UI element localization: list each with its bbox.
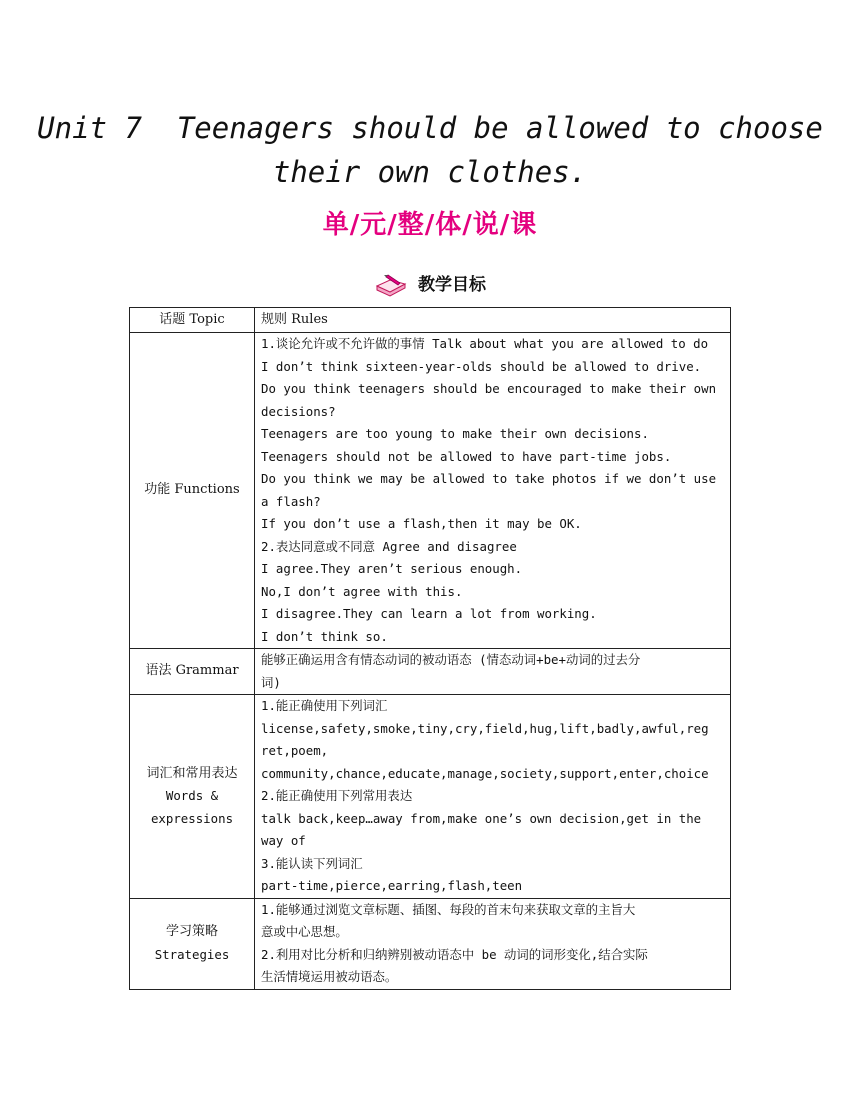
table-line: I don’t think so. [261,628,388,644]
table-line: talk back,keep…away from,make one’s own decision,get in the [261,810,702,826]
vocabulary-label-line: expressions [150,810,234,826]
teaching-goals-label: 教学目标 [417,275,486,295]
strategies-label [130,898,255,989]
vocabulary-label-line: Words & [165,788,219,803]
table-line: way of [261,833,306,848]
table-line: No,I don’t agree with this. [261,583,463,599]
table-line: decisions? [261,403,336,419]
table-line: a flash? [261,493,321,509]
unit-title [0,106,860,194]
table-line: Do you think we may be allowed to take photos if we don’t use [261,471,717,486]
section-subtitle: 单/元/整/体/说/课 [322,210,538,240]
book-pen-icon [374,272,408,298]
table-header-row [130,308,731,333]
table-line: Teenagers are too young to make their own decisions. [261,426,649,441]
table-row-grammar [130,649,731,695]
table-line: 3.能认读下列词汇 [261,855,363,871]
vocabulary-label [130,695,255,899]
table-line: I agree.They aren’t serious enough. [261,561,523,576]
table-line: I disagree.They can learn a lot from working. [261,606,597,621]
vocabulary-content [255,695,731,899]
table-line: license,safety,smoke,tiny,cry,field,hug,lift,badly,awful,reg [261,720,709,736]
teaching-goals-table [129,307,731,990]
header-topic-cell: 话题 Topic [130,308,255,333]
teaching-goals-heading [0,270,860,298]
strategies-label-line: 学习策略 [165,924,218,939]
table-line: 2.表达同意或不同意 Agree and disagree [261,538,517,554]
strategies-content [255,898,731,989]
functions-label: 功能 Functions [130,333,255,649]
table-line: If you don’t use a flash,then it may be OK. [261,516,582,531]
vocabulary-label-line: 词汇和常用表达 [146,765,238,781]
table-line: 1.谈论允许或不允许做的事情 Talk about what you are allowed to do [261,336,709,351]
table-line: 能够正确运用含有情态动词的被动语态 (情态动词+be+动词的过去分 [261,652,641,667]
header-rules-cell: 规则 Rules [255,308,731,333]
grammar-content [255,649,731,695]
table-line: part-time,pierce,earring,flash,teen [261,878,523,893]
functions-content [255,333,731,649]
table-line: 2.能正确使用下列常用表达 [261,788,413,803]
table-row-vocabulary [130,695,731,899]
table-row-strategies [130,898,731,989]
unit-title-line-1: Unit 7 Teenagers should be allowed to choose [37,111,823,145]
table-line: community,chance,educate,manage,society,support,enter,choice [261,765,709,781]
table-line: 1.能够通过浏览文章标题、插图、每段的首末句来获取文章的主旨大 [261,901,636,917]
table-line: ret,poem, [261,743,329,758]
table-line: 生活情境运用被动语态。 [261,969,398,984]
unit-title-line-2: their own clothes. [272,155,588,189]
table-line: 1.能正确使用下列词汇 [261,698,388,713]
grammar-label: 语法 Grammar [130,649,255,695]
table-line: Teenagers should not be allowed to have part-time jobs. [261,448,672,464]
table-row-functions [130,333,731,649]
table-line: 意或中心思想。 [261,924,348,939]
table-line: I don’t think sixteen-year-olds should be allowed to drive. [261,358,702,374]
strategies-label-line: Strategies [154,946,230,962]
table-line: 词) [261,674,281,690]
table-line: 2.利用对比分析和归纳辨别被动语态中 be 动词的词形变化,结合实际 [261,946,648,962]
table-line: Do you think teenagers should be encouraged to make their own [261,381,717,396]
